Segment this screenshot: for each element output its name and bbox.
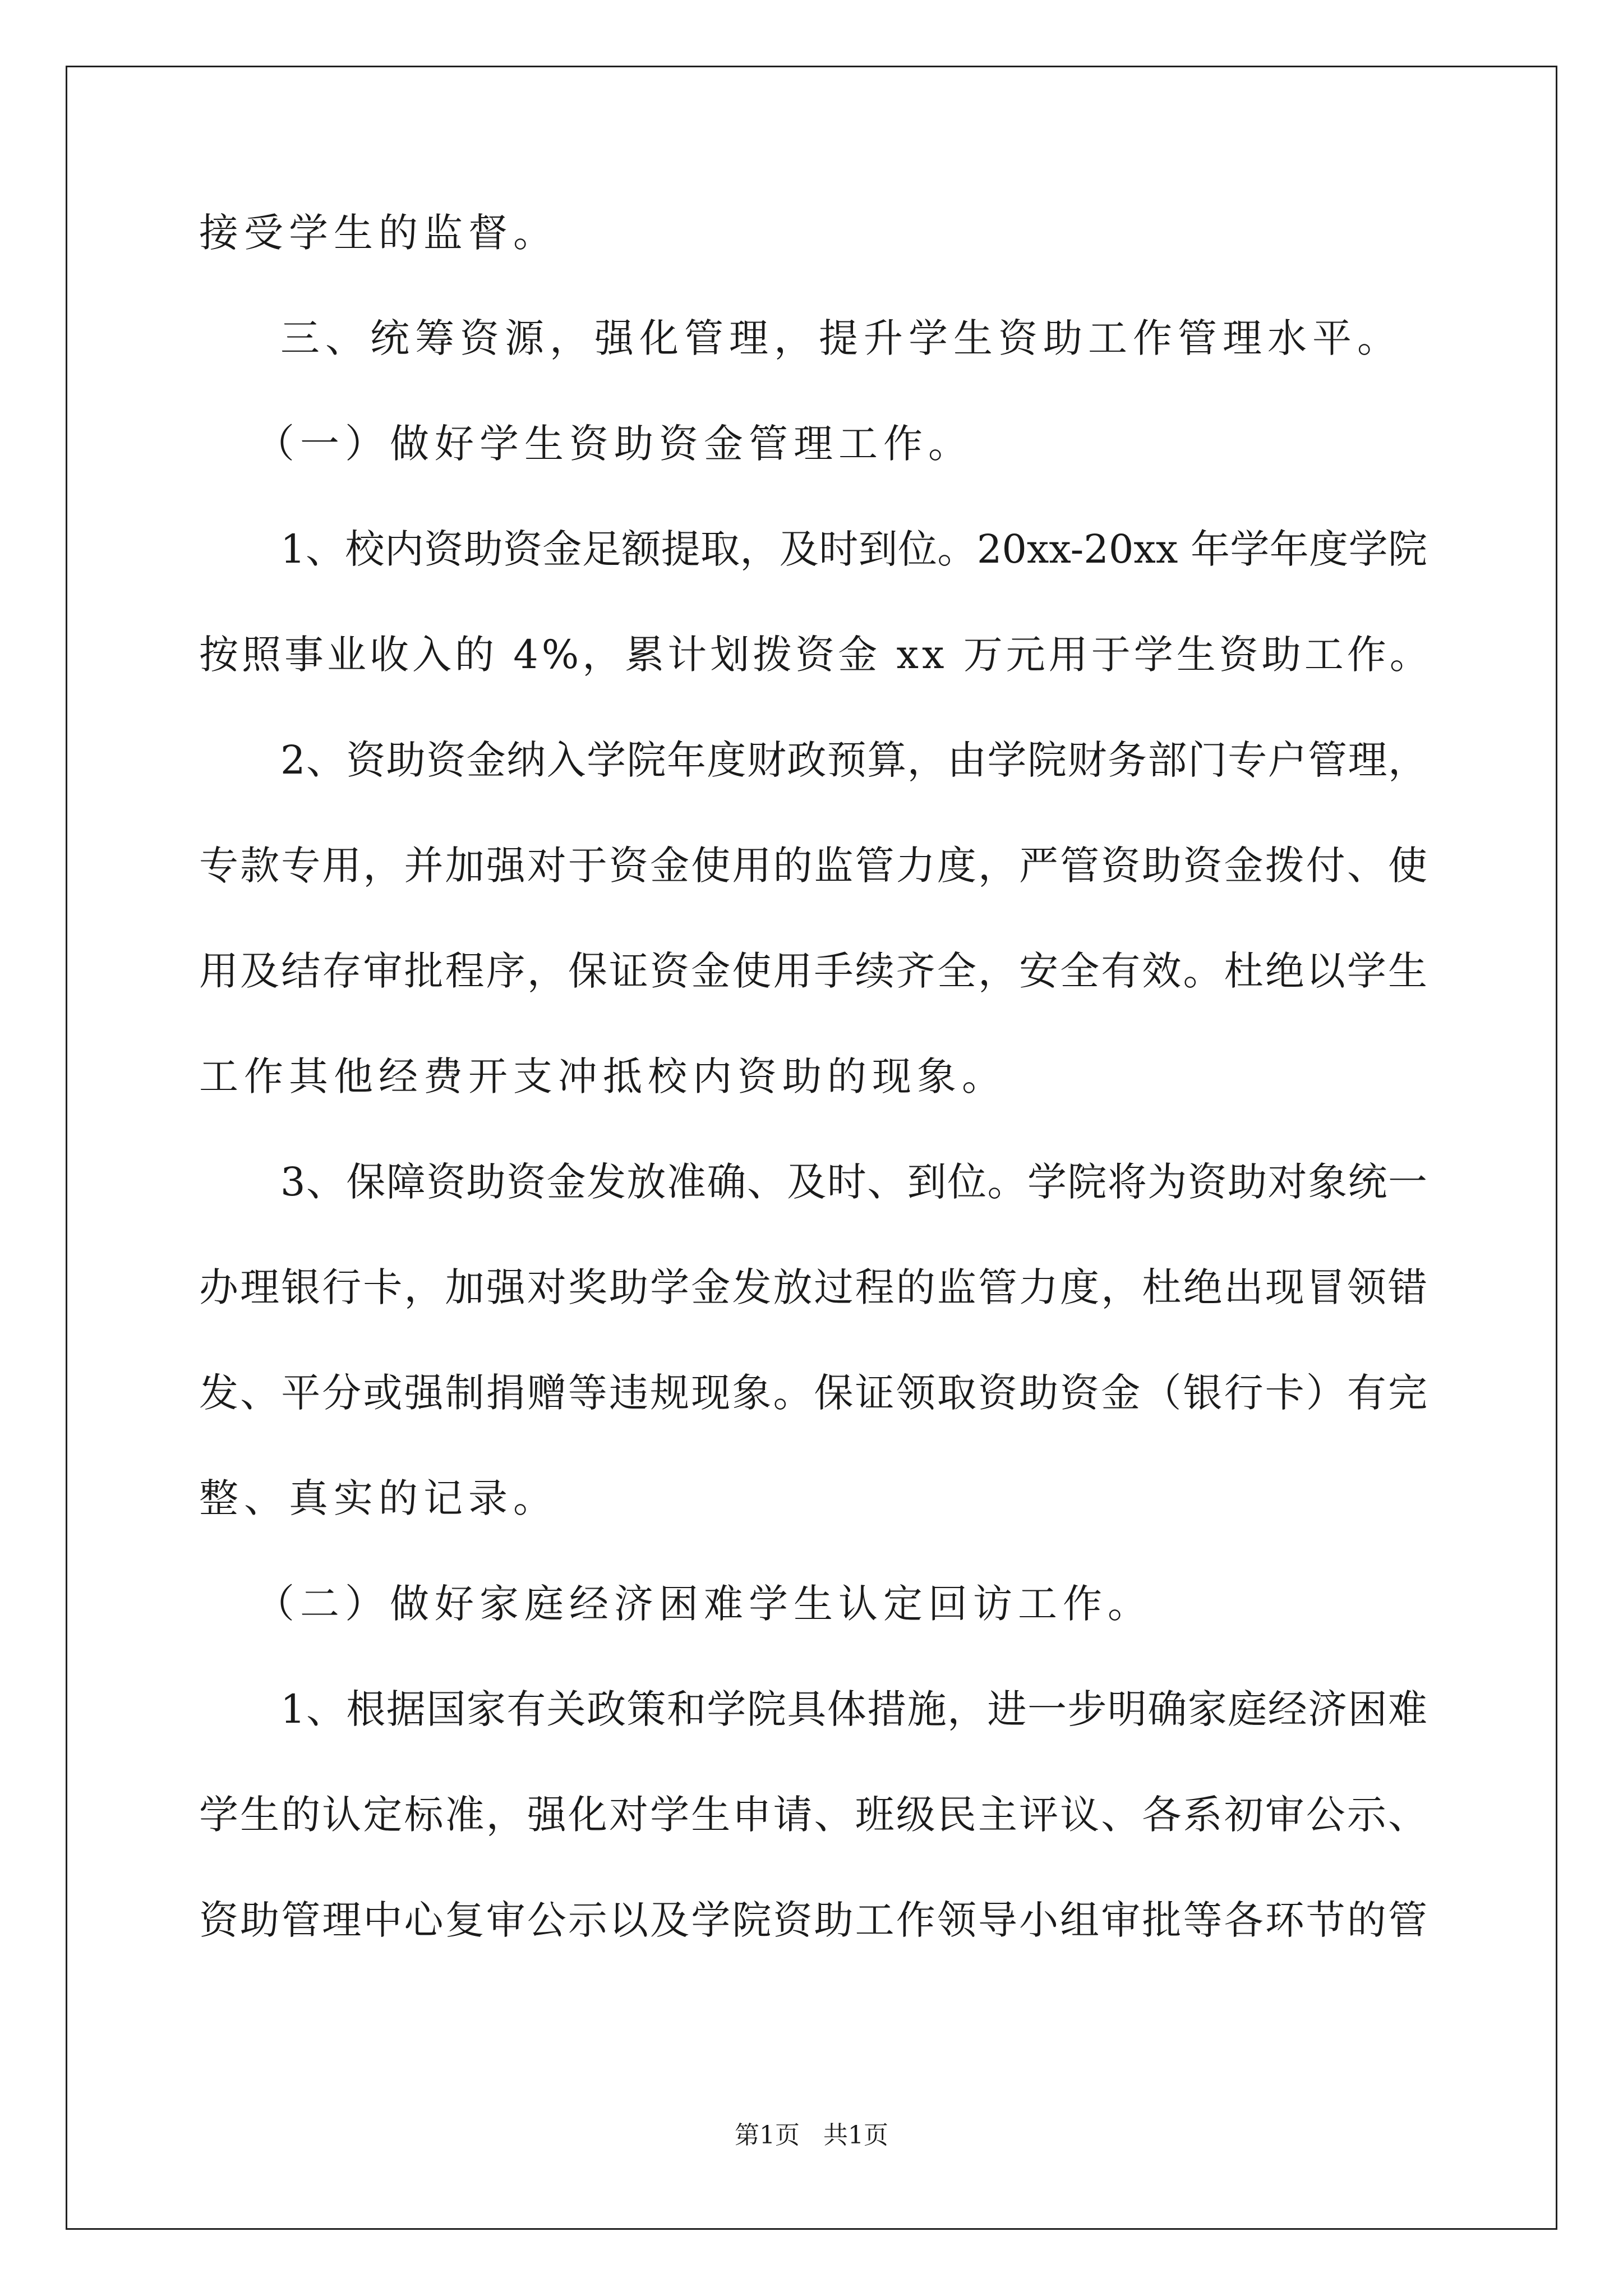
text-line: 发、平分或强制捐赠等违规现象。保证领取资助资金（银行卡）有完 <box>199 1370 1427 1416</box>
text-line: 接受学生的监督。 <box>199 210 558 256</box>
section-heading: 三、统筹资源，强化管理，提升学生资助工作管理水平。 <box>280 315 1402 361</box>
page-number: 第1页 共1页 <box>735 2121 888 2150</box>
text-line: 2、资助资金纳入学院年度财政预算，由学院财务部门专户管理， <box>280 737 1427 783</box>
subsection-heading: （一）做好学生资助资金管理工作。 <box>255 421 973 467</box>
text-line: 3、保障资助资金发放准确、及时、到位。学院将为资助对象统一 <box>280 1159 1427 1205</box>
text-line: 专款专用，并加强对于资金使用的监管力度，严管资助资金拨付、使 <box>199 843 1427 889</box>
text-line: 办理银行卡，加强对奖助学金发放过程的监管力度，杜绝出现冒领错 <box>199 1264 1427 1310</box>
text-line: 1、校内资助资金足额提取，及时到位。20xx-20xx 年学年度学院 <box>280 526 1427 572</box>
text-line: 资助管理中心复审公示以及学院资助工作领导小组审批等各环节的管 <box>199 1897 1427 1943</box>
text-line: 工作其他经费开支冲抵校内资助的现象。 <box>199 1053 1007 1099</box>
text-line: 用及结存审批程序，保证资金使用手续齐全，安全有效。杜绝以学生 <box>199 948 1427 994</box>
subsection-heading: （二）做好家庭经济困难学生认定回访工作。 <box>255 1581 1152 1627</box>
text-line: 学生的认定标准，强化对学生申请、班级民主评议、各系初审公示、 <box>199 1792 1427 1838</box>
text-line: 按照事业收入的 4%，累计划拨资金 xx 万元用于学生资助工作。 <box>199 632 1432 678</box>
text-line: 整、真实的记录。 <box>199 1475 558 1521</box>
text-line: 1、根据国家有关政策和学院具体措施，进一步明确家庭经济困难 <box>280 1686 1427 1732</box>
